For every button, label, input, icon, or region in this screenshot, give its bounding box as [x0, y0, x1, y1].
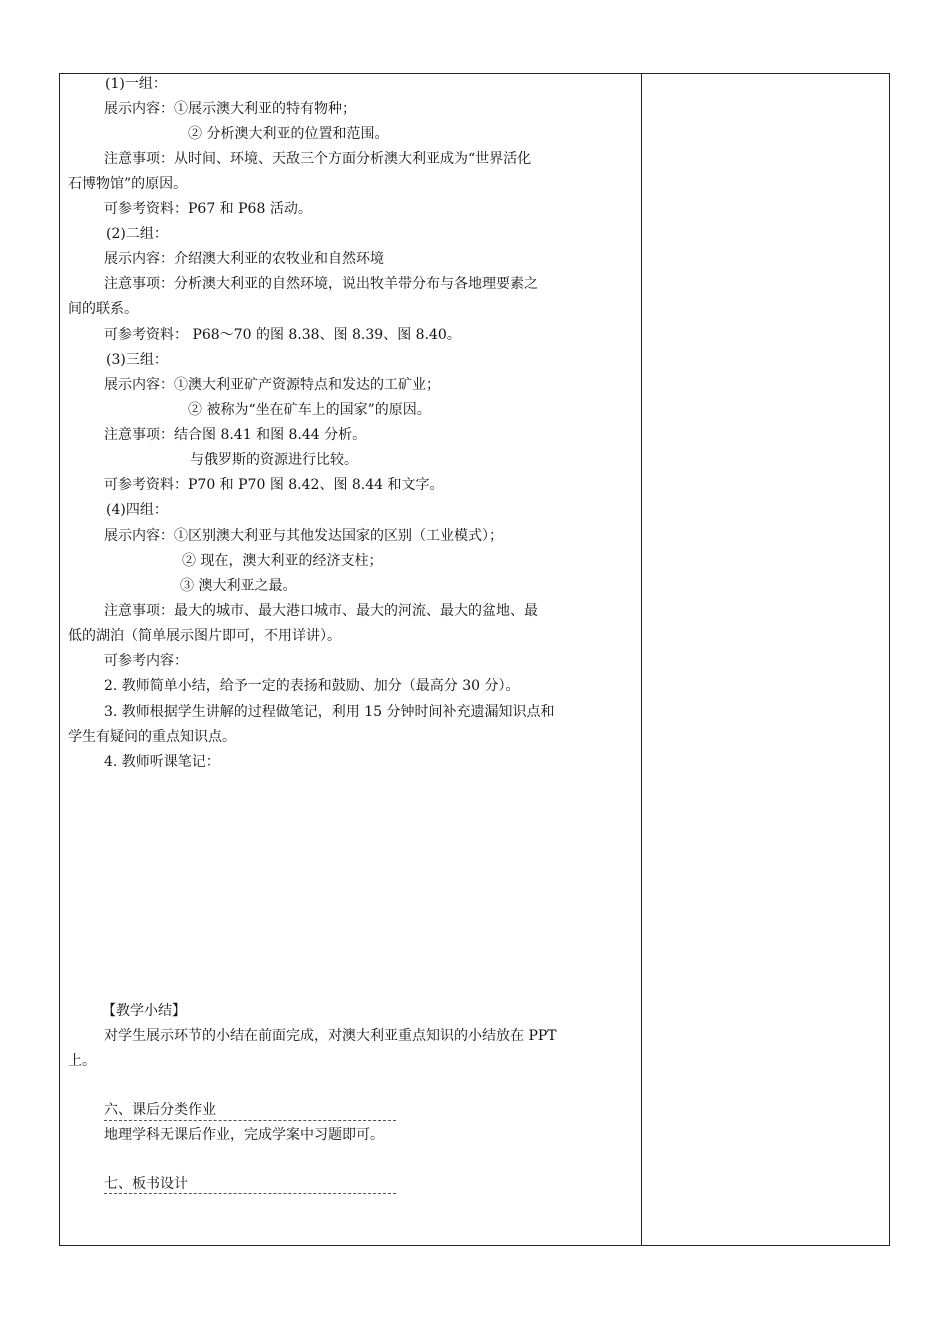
teacher-summary: 2. 教师简单小结，给予一定的表扬和鼓励、加分（最高分 30 分）。 — [104, 678, 520, 694]
teacher-notes: 3. 教师根据学生讲解的过程做笔记，利用 15 分钟时间补充遗漏知识点和 — [104, 704, 555, 720]
group-2-heading: (2)二组： — [106, 226, 168, 242]
section-6-underline — [104, 1120, 396, 1121]
group-4-notes: 注意事项：最大的城市、最大港口城市、最大的河流、最大的盆地、最 — [104, 603, 538, 619]
group-4-heading: (4)四组： — [106, 502, 168, 518]
group-1-content-2: ② 分析澳大利亚的位置和范围。 — [188, 126, 389, 142]
group-1-reference: 可参考资料：P67 和 P68 活动。 — [104, 201, 312, 217]
section-7-underline — [104, 1193, 396, 1194]
teaching-summary-text: 对学生展示环节的小结在前面完成，对澳大利亚重点知识的小结放在 PPT — [104, 1028, 557, 1044]
group-3-heading: (3)三组： — [106, 352, 168, 368]
group-1-notes: 注意事项：从时间、环境、天敌三个方面分析澳大利亚成为“世界活化 — [104, 151, 532, 167]
teacher-notes-cont: 学生有疑问的重点知识点。 — [68, 729, 236, 745]
group-4-content-3: ③ 澳大利亚之最。 — [180, 578, 297, 594]
group-4-notes-cont: 低的湖泊（简单展示图片即可，不用详讲）。 — [68, 628, 341, 644]
teaching-summary-heading: 【教学小结】 — [102, 1003, 186, 1019]
group-3-content-2: ② 被称为“坐在矿车上的国家”的原因。 — [188, 402, 431, 418]
group-1-heading: (1)一组： — [105, 76, 167, 92]
group-1-notes-cont: 石博物馆”的原因。 — [68, 176, 188, 192]
teacher-listening-notes: 4. 教师听课笔记： — [104, 754, 220, 770]
group-4-content-1: 展示内容：①区别澳大利亚与其他发达国家的区别（工业模式）； — [104, 528, 503, 544]
group-3-notes-cont: 与俄罗斯的资源进行比较。 — [190, 452, 358, 468]
group-3-notes: 注意事项：结合图 8.41 和图 8.44 分析。 — [104, 427, 367, 443]
group-2-notes: 注意事项：分析澳大利亚的自然环境，说出牧羊带分布与各地理要素之 — [104, 276, 538, 292]
column-divider — [641, 73, 642, 1246]
group-1-content-1: 展示内容：①展示澳大利亚的特有物种； — [104, 101, 356, 117]
section-6-heading: 六、课后分类作业 — [104, 1102, 216, 1118]
teaching-summary-text-cont: 上。 — [68, 1053, 96, 1069]
group-2-reference: 可参考资料： P68～70 的图 8.38、图 8.39、图 8.40。 — [104, 327, 461, 343]
group-3-reference: 可参考资料：P70 和 P70 图 8.42、图 8.44 和文字。 — [104, 477, 444, 493]
section-6-text: 地理学科无课后作业，完成学案中习题即可。 — [104, 1127, 384, 1143]
group-3-content-1: 展示内容：①澳大利亚矿产资源特点和发达的工矿业； — [104, 377, 440, 393]
section-7-heading: 七、板书设计 — [104, 1176, 188, 1192]
group-4-content-2: ② 现在，澳大利亚的经济支柱； — [182, 553, 383, 569]
group-2-content: 展示内容：介绍澳大利亚的农牧业和自然环境 — [104, 251, 384, 267]
group-4-reference: 可参考内容： — [104, 653, 188, 669]
group-2-notes-cont: 间的联系。 — [68, 301, 138, 317]
